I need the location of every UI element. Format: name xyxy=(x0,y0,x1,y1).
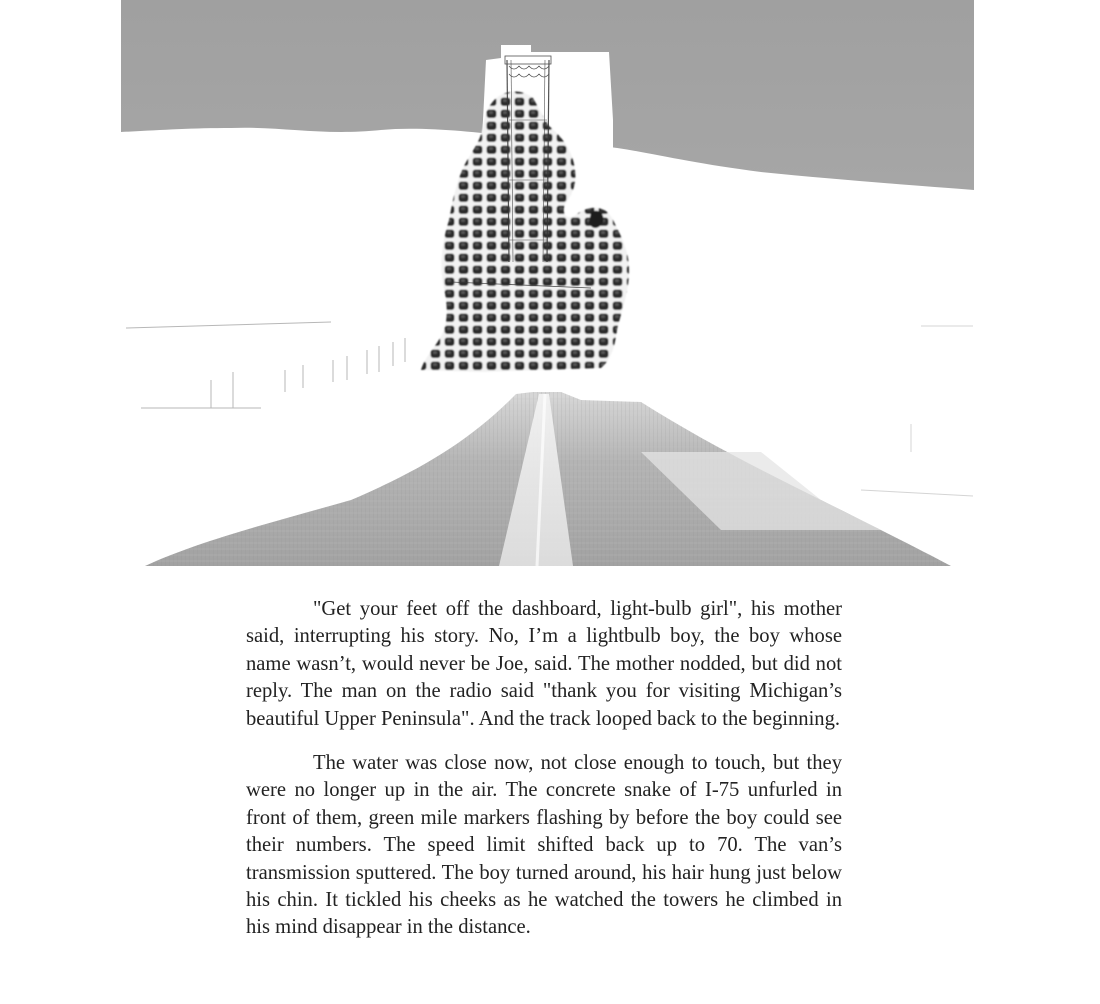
illustration xyxy=(121,0,974,566)
story-text xyxy=(246,596,842,959)
paragraph-2: The water was close now, not close enough to touch, but they were no longer up in the air. The concrete snake of I-75 unfurled in front of them, green mile markers flashing by before the boy could see their numbers. The speed limit shifted back up to 70. The van’s transmission sputtered. The boy turned around, his hair hung just below his chin. It tickled his cheeks as he watched the towers he climbed in his mind disappear in the distance. xyxy=(246,752,842,939)
bridge-map-highway-image xyxy=(121,0,974,566)
paragraph-1: "Get your feet off the dashboard, light-bulb girl", his mother said, interrupting his story. No, I’m a lightbulb boy, the boy whose name wasn’t, would never be Joe, said. The mother nodded, but did not reply. The man on the radio said "thank you for visiting Michigan’s beautiful Upper Peninsula". And the track looped back to the beginning. xyxy=(246,598,842,730)
